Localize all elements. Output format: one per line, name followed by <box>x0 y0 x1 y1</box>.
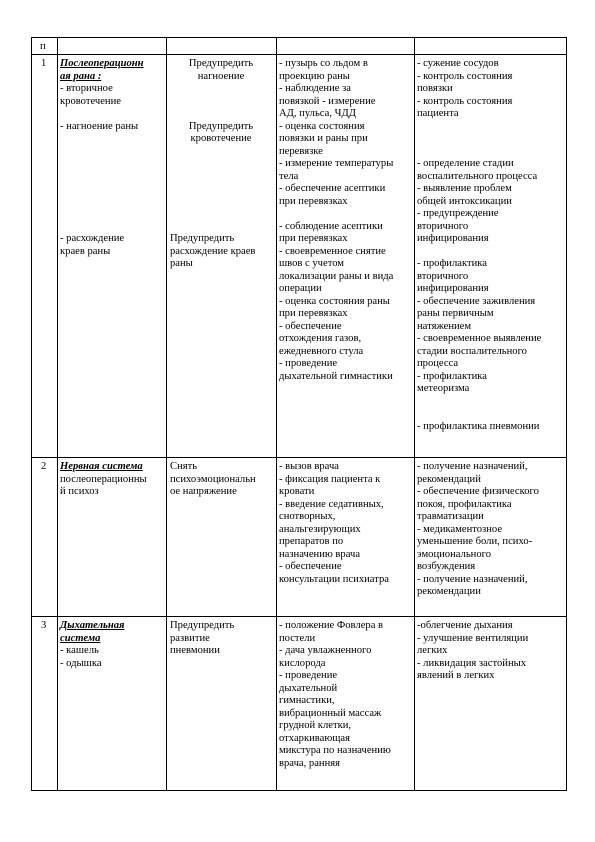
cell-text-line: травматизации <box>417 511 484 522</box>
cell-text-line: - своевременное снятие <box>279 245 386 257</box>
cell-text-line: послеоперационны <box>60 473 147 485</box>
cell-text-line: Дыхательная <box>60 620 125 631</box>
cell-text-line: повязки <box>417 83 453 94</box>
cell-text-line: - измерение температуры <box>279 158 394 169</box>
blank-line <box>417 133 564 146</box>
cell-text-line: - предупреждение <box>417 208 499 219</box>
table-column-border <box>31 37 32 790</box>
cell-text-line: - проведение <box>279 358 338 369</box>
problem-cell <box>60 620 164 670</box>
blank-line <box>170 108 272 121</box>
cell-text-line: 2 <box>41 461 47 472</box>
cell-text-line: - сужение сосудов <box>417 58 499 69</box>
cell-text-line: - положение Фовлера в <box>279 620 384 631</box>
cell-text-line: кровотечение <box>190 133 252 144</box>
cell-text-line: анальгезирующих <box>279 523 361 535</box>
cell-text-line: кровотечение <box>60 95 121 107</box>
cell-text-line: Предупредить <box>170 233 235 244</box>
cell-text-line: уменьшение боли, психо- <box>417 536 533 547</box>
cell-text-line: АД, пульса, ЧДД <box>279 108 356 119</box>
cell-text-line: Предупредить <box>188 58 254 69</box>
cell-text-line: - ликвидация застойных <box>417 657 527 669</box>
blank-line <box>170 96 272 109</box>
goal-cell <box>170 461 272 499</box>
blank-line <box>60 183 164 196</box>
cell-text-line: пневмонии <box>170 645 220 656</box>
cell-text-line: - одышка <box>60 657 102 669</box>
cell-text-line: - контроль состояния <box>417 95 513 107</box>
problem-cell <box>60 58 164 258</box>
cell-text-line: раны <box>170 258 193 269</box>
cell-text-line: отхождения газов, <box>279 333 362 344</box>
cell-text-line: отхаркивающая <box>279 732 350 744</box>
cell-text-line: легких <box>417 645 448 656</box>
cell-text-line: - кашель <box>60 645 99 656</box>
cell-text-line: при перевязках <box>279 233 348 244</box>
blank-line <box>417 146 564 159</box>
cell-text-line: возбуждения <box>417 561 476 572</box>
cell-text-line: - обеспечение асептики <box>279 183 386 194</box>
cell-text-line: кровати <box>279 486 315 497</box>
rationale-cell <box>417 461 564 599</box>
cell-text-line: тела <box>279 170 299 182</box>
table-row-border <box>31 457 567 458</box>
cell-text-line: ежедневного стула <box>279 345 364 357</box>
blank-line <box>417 408 564 421</box>
cell-text-line: нагноение <box>197 70 245 82</box>
cell-text-line: -облегчение дыхания <box>417 620 513 631</box>
cell-text-line: Нервная система <box>60 461 143 472</box>
blank-line <box>170 146 272 159</box>
rationale-cell <box>417 58 564 433</box>
blank-line <box>170 83 272 96</box>
cell-text-line: 1 <box>41 58 47 69</box>
cell-text-line: дыхательной <box>279 682 338 694</box>
table-row-border <box>31 790 567 791</box>
cell-text-line: ое напряжение <box>170 486 237 497</box>
cell-text-line: операции <box>279 283 322 294</box>
cell-text-line: при перевязках <box>279 308 348 319</box>
cell-text-line: грудной клетки, <box>279 720 352 731</box>
cell-text-line: снотворных, <box>279 511 336 522</box>
interventions-cell <box>279 620 412 770</box>
cell-text-line: консультации психиатра <box>279 573 389 585</box>
cell-text-line: натяжением <box>417 320 472 332</box>
cell-text-line: - выявление проблем <box>417 183 512 194</box>
cell-text-line: - улучшение вентиляции <box>417 632 529 644</box>
cell-text-line: вторичного <box>417 220 469 232</box>
header-number-cell <box>40 41 46 54</box>
cell-text-line: - обеспечение <box>279 320 342 332</box>
cell-text-line: - профилактика <box>417 370 487 382</box>
problem-cell <box>60 461 164 499</box>
cell-text-line: система <box>60 632 101 644</box>
cell-text-line: - оценка состояния раны <box>279 295 390 307</box>
cell-text-line: перевязке <box>279 145 323 157</box>
cell-text-line: гимнастики, <box>279 695 335 706</box>
cell-text-line: покоя, профилактика <box>417 498 512 510</box>
cell-text-line: назначению врача <box>279 548 361 560</box>
cell-text-line: воспалительного процесса <box>417 170 538 182</box>
cell-text-line: й психоз <box>60 486 99 497</box>
cell-text-line: - оценка состояния <box>279 120 365 132</box>
cell-text-line: - расхождение <box>60 233 125 244</box>
cell-text-line: ая рана : <box>60 70 102 82</box>
blank-line <box>417 121 564 134</box>
row-number-cell <box>41 461 55 474</box>
table-column-border <box>566 37 567 790</box>
cell-text-line: Предупредить <box>188 120 254 132</box>
cell-text-line: метеоризма <box>417 383 470 394</box>
cell-text-line: Послеоперационн <box>60 58 144 69</box>
cell-text-line: - соблюдение асептики <box>279 220 383 232</box>
cell-text-line: - обеспечение заживления <box>417 295 536 307</box>
cell-text-line: повязкой - измерение <box>279 95 376 107</box>
rationale-cell <box>417 620 564 683</box>
row-number-cell <box>41 620 55 633</box>
blank-line <box>60 146 164 159</box>
blank-line <box>279 208 412 221</box>
cell-text-line: пациента <box>417 108 459 119</box>
cell-text-line: рекомендации <box>417 586 481 597</box>
cell-text-line: - получение назначений, <box>417 461 528 472</box>
cell-text-line: расхождение краев <box>170 245 256 257</box>
header-number-label: п <box>40 41 46 52</box>
goal-cell <box>170 620 272 658</box>
goal-cell <box>170 58 272 271</box>
table-row-border <box>31 54 567 55</box>
cell-text-line: - проведение <box>279 670 338 681</box>
cell-text-line: - нагноение раны <box>60 120 139 132</box>
cell-text-line: общей интоксикации <box>417 195 512 207</box>
blank-line <box>60 196 164 209</box>
cell-text-line: психоэмоциональн <box>170 473 256 485</box>
cell-text-line: развитие <box>170 632 210 644</box>
blank-line <box>417 396 564 409</box>
cell-text-line: - своевременное выявление <box>417 333 542 344</box>
blank-line <box>170 221 272 234</box>
table-column-border <box>57 37 58 790</box>
cell-text-line: - получение назначений, <box>417 573 528 585</box>
cell-text-line: - профилактика <box>417 258 487 269</box>
cell-text-line: Снять <box>170 461 198 472</box>
cell-text-line: швов с учетом <box>279 258 345 269</box>
cell-text-line: рекомендаций <box>417 473 481 485</box>
cell-text-line: врача, ранняя <box>279 757 340 769</box>
blank-line <box>170 196 272 209</box>
cell-text-line: повязки и раны при <box>279 133 368 144</box>
interventions-cell <box>279 461 412 586</box>
cell-text-line: микстура по назначению <box>279 745 391 756</box>
table-column-border <box>414 37 415 790</box>
table-column-border <box>276 37 277 790</box>
cell-text-line: - профилактика пневмонии <box>417 420 540 432</box>
table-row-border <box>31 616 567 617</box>
cell-text-line: стадии воспалительного <box>417 345 527 357</box>
cell-text-line: раны первичным <box>417 308 494 319</box>
cell-text-line: при перевязках <box>279 195 348 207</box>
cell-text-line: - контроль состояния <box>417 70 513 82</box>
blank-line <box>60 221 164 234</box>
cell-text-line: - медикаментозное <box>417 523 503 535</box>
cell-text-line: - наблюдение за <box>279 83 352 94</box>
cell-text-line: - пузырь со льдом в <box>279 58 368 69</box>
cell-text-line: - обеспечение <box>279 561 342 572</box>
blank-line <box>170 183 272 196</box>
cell-text-line: локализации раны и вида <box>279 270 394 282</box>
blank-line <box>170 171 272 184</box>
cell-text-line: - вызов врача <box>279 461 339 472</box>
cell-text-line: инфицирования <box>417 233 489 244</box>
cell-text-line: препаратов по <box>279 536 344 547</box>
cell-text-line: - обеспечение физического <box>417 486 539 497</box>
cell-text-line: эмоционального <box>417 548 492 560</box>
blank-line <box>60 208 164 221</box>
cell-text-line: краев раны <box>60 245 111 257</box>
cell-text-line: процесса <box>417 358 459 369</box>
cell-text-line: - дача увлажненного <box>279 645 372 656</box>
table-column-border <box>166 37 167 790</box>
blank-line <box>60 158 164 171</box>
cell-text-line: проекцию раны <box>279 70 350 82</box>
table-row-border <box>31 37 567 38</box>
blank-line <box>60 171 164 184</box>
interventions-cell <box>279 58 412 383</box>
cell-text-line: кислорода <box>279 657 326 669</box>
cell-text-line: - вторичное <box>60 83 113 94</box>
cell-text-line: 3 <box>41 620 47 631</box>
cell-text-line: - фиксация пациента к <box>279 473 381 485</box>
cell-text-line: Предупредить <box>170 620 235 631</box>
cell-text-line: инфицирования <box>417 283 489 294</box>
cell-text-line: вторичного <box>417 270 469 282</box>
cell-text-line: постели <box>279 632 316 644</box>
blank-line <box>170 208 272 221</box>
blank-line <box>60 133 164 146</box>
blank-line <box>60 108 164 121</box>
cell-text-line: дыхательной гимнастики <box>279 370 393 382</box>
blank-line <box>417 246 564 259</box>
row-number-cell <box>41 58 55 71</box>
cell-text-line: вибрационный массаж <box>279 707 382 719</box>
cell-text-line: - введение седативных, <box>279 498 384 510</box>
cell-text-line: явлений в легких <box>417 670 495 681</box>
cell-text-line: - определение стадии <box>417 158 514 169</box>
blank-line <box>170 158 272 171</box>
